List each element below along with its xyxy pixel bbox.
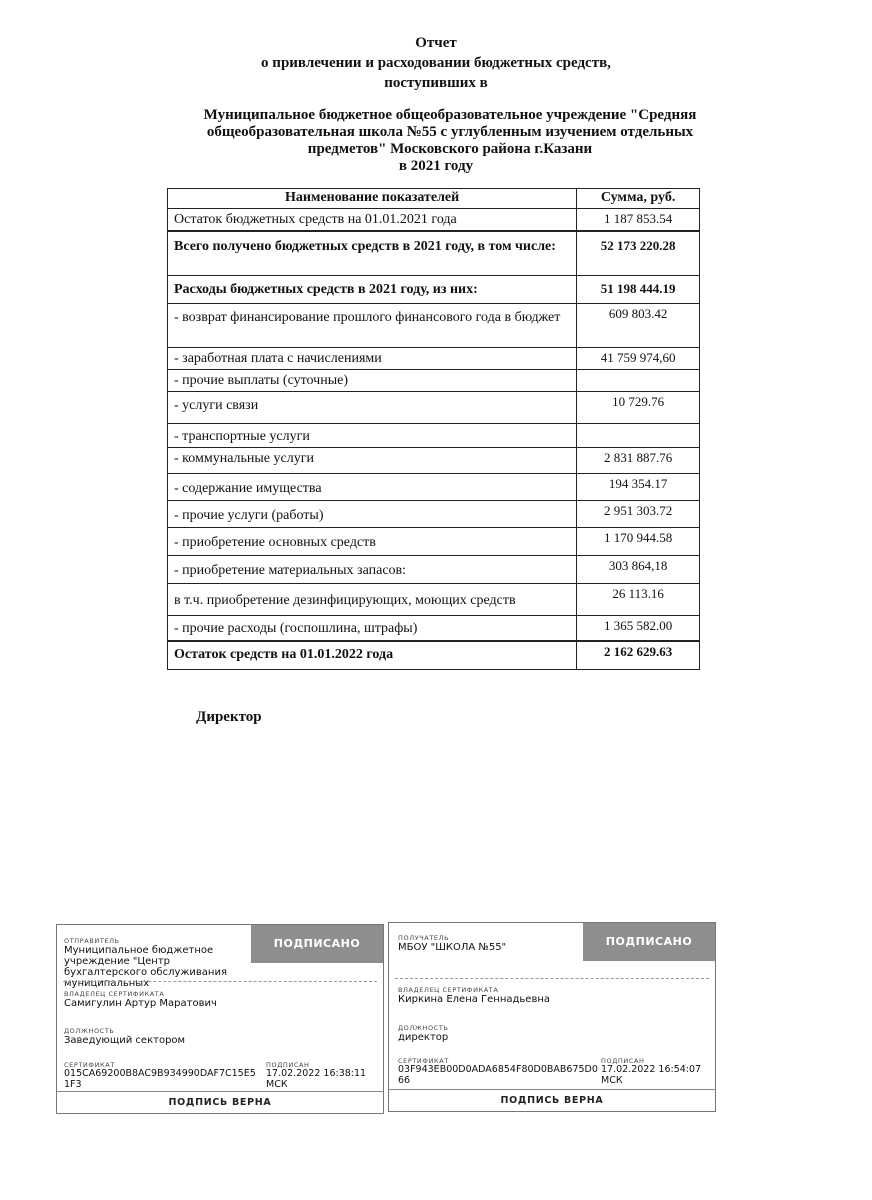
row-name: - заработная плата с начислениями (168, 347, 577, 369)
sender-name: Муниципальное бюджетное учреждение "Центр бухгалтерского обслуживания муниципальных (64, 945, 227, 989)
table-row (168, 423, 700, 447)
row-sum: 51 198 444.19 (577, 275, 700, 303)
organization-name: Муниципальное бюджетное общеобразовательное учреждение "Средняя общеобразовательная школа №55 с углубленным изучением отдельных предметов" Московского района г.Казани (203, 107, 697, 157)
signed-at-label: ПОДПИСАН (266, 1061, 310, 1069)
owner-name: Киркина Елена Геннадьевна (398, 994, 551, 1005)
position-label: ДОЛЖНОСТЬ (398, 1024, 449, 1032)
row-name: в т.ч. приобретение дезинфицирующих, моющих средств (168, 583, 577, 615)
table-row (168, 641, 700, 669)
owner-label: ВЛАДЕЛЕЦ СЕРТИФИКАТА (64, 990, 165, 998)
column-header-sum: Сумма, руб. (577, 189, 700, 209)
position-value: Заведующий сектором (64, 1035, 186, 1046)
row-name: - прочие расходы (госпошлина, штрафы) (168, 615, 577, 641)
certificate-label: СЕРТИФИКАТ (398, 1057, 449, 1065)
row-sum: 303 864,18 (577, 555, 700, 583)
signature-stamp-recipient (388, 922, 716, 1112)
row-sum: 52 173 220.28 (577, 231, 700, 275)
row-name: - прочие услуги (работы) (168, 500, 577, 527)
row-sum: 2 951 303.72 (577, 500, 700, 527)
position-value: директор (398, 1032, 449, 1043)
row-sum (577, 423, 700, 447)
row-sum: 609 803.42 (577, 303, 700, 347)
divider (63, 981, 377, 982)
signed-badge: ПОДПИСАНО (251, 925, 383, 963)
row-name: Всего получено бюджетных средств в 2021 году, в том числе: (168, 231, 577, 275)
report-title: Отчет (415, 35, 457, 51)
row-name: - приобретение материальных запасов: (168, 555, 577, 583)
signed-at-label: ПОДПИСАН (601, 1057, 645, 1065)
row-sum: 1 365 582.00 (577, 615, 700, 641)
certificate-value: 03F943EB00D0ADA6854F80D0BAB675D066 (398, 1064, 598, 1086)
row-sum: 194 354.17 (577, 473, 700, 500)
recipient-label: ПОЛУЧАТЕЛЬ (398, 934, 450, 942)
report-year: в 2021 году (398, 158, 474, 174)
report-subtitle-2: поступивших в (384, 75, 488, 91)
row-name: - возврат финансирование прошлого финансового года в бюджет (168, 303, 577, 347)
position-label: ДОЛЖНОСТЬ (64, 1027, 115, 1035)
signed-badge: ПОДПИСАНО (583, 923, 715, 961)
row-name: Остаток средств на 01.01.2022 года (168, 641, 577, 669)
signature-valid-footer: ПОДПИСЬ ВЕРНА (57, 1091, 383, 1113)
owner-label: ВЛАДЕЛЕЦ СЕРТИФИКАТА (398, 986, 499, 994)
table-row (168, 275, 700, 303)
table-row (168, 347, 700, 369)
table-row (168, 369, 700, 391)
column-header-name: Наименование показателей (168, 189, 577, 209)
row-sum (577, 369, 700, 391)
row-name: - прочие выплаты (суточные) (168, 369, 577, 391)
row-name: - услуги связи (168, 391, 577, 423)
row-name: Остаток бюджетных средств на 01.01.2021 года (168, 209, 577, 232)
row-sum: 41 759 974,60 (577, 347, 700, 369)
row-sum: 10 729.76 (577, 391, 700, 423)
table-row (168, 527, 700, 555)
table-row (168, 555, 700, 583)
row-name: - приобретение основных средств (168, 527, 577, 555)
row-name: - коммунальные услуги (168, 447, 577, 473)
recipient-name: МБОУ "ШКОЛА №55" (398, 942, 507, 953)
table-row (168, 583, 700, 615)
table-row (168, 615, 700, 641)
director-label: Директор (196, 709, 262, 725)
signature-stamp-sender (56, 924, 384, 1114)
row-sum: 26 113.16 (577, 583, 700, 615)
row-name: Расходы бюджетных средств в 2021 году, из них: (168, 275, 577, 303)
table-row (168, 391, 700, 423)
row-sum: 2 831 887.76 (577, 447, 700, 473)
budget-table (167, 188, 700, 670)
table-header-row (168, 189, 700, 209)
table-row (168, 473, 700, 500)
table-row (168, 209, 700, 232)
report-subtitle: о привлечении и расходовании бюджетных средств, (261, 55, 611, 71)
owner-name: Самигулин Артур Маратович (64, 998, 217, 1009)
row-sum: 2 162 629.63 (577, 641, 700, 669)
sender-label: ОТПРАВИТЕЛЬ (64, 937, 120, 945)
signed-at-value: 17.02.2022 16:54:07 МСК (601, 1064, 702, 1086)
table-row (168, 231, 700, 275)
table-row (168, 447, 700, 473)
row-name: - содержание имущества (168, 473, 577, 500)
row-name: - транспортные услуги (168, 423, 577, 447)
table-row (168, 303, 700, 347)
certificate-value: 015CA69200B8AC9B934990DAF7C15E51F3 (64, 1068, 256, 1090)
row-sum: 1 170 944.58 (577, 527, 700, 555)
signature-valid-footer: ПОДПИСЬ ВЕРНА (389, 1089, 715, 1111)
table-row (168, 500, 700, 527)
row-sum: 1 187 853.54 (577, 209, 700, 232)
divider (395, 978, 709, 979)
signed-at-value: 17.02.2022 16:38:11 МСК (266, 1068, 367, 1090)
certificate-label: СЕРТИФИКАТ (64, 1061, 115, 1069)
